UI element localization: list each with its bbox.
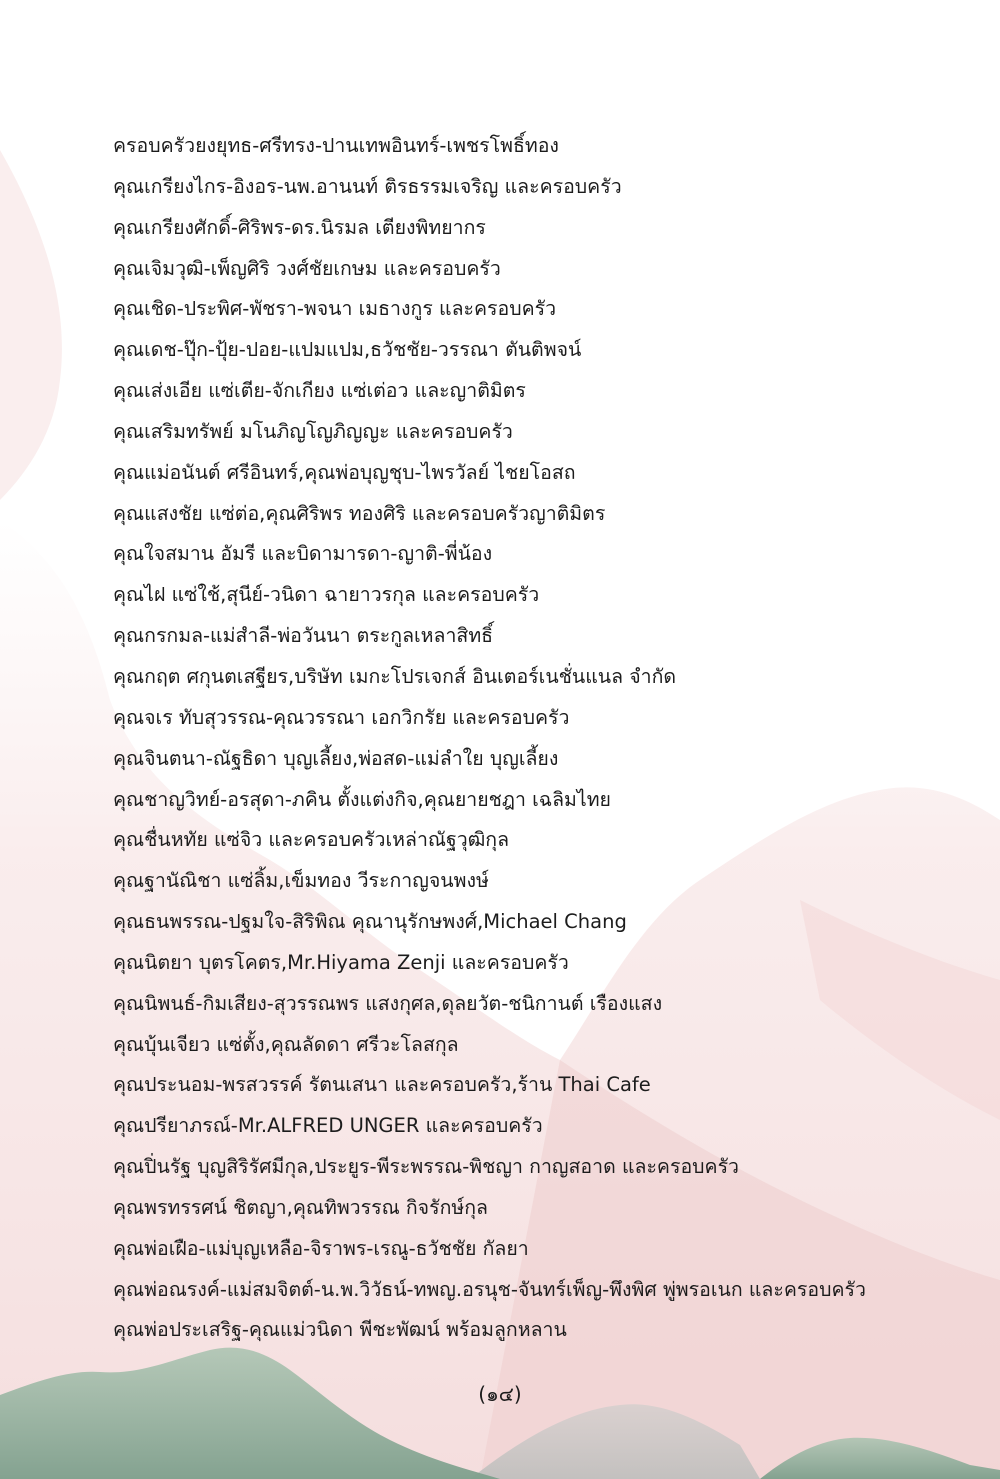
donor-line: คุณเกรียงไกร-อิงอร-นพ.อานนท์ ติรธรรมเจริญ และครอบครัว bbox=[113, 174, 622, 198]
donor-line: คุณกรกมล-แม่สำลี-พ่อวันนา ตระกูลเหลาสิทธิ์ bbox=[113, 624, 494, 648]
donor-line: คุณนิตยา บุตรโคตร,Mr.Hiyama Zenji และครอบครัว bbox=[113, 950, 569, 974]
donor-line: คุณไฝ แซ่ใช้,สุนีย์-วนิดา ฉายาวรกุล และครอบครัว bbox=[113, 583, 540, 607]
donor-line: คุณพ่อณรงค์-แม่สมจิตต์-น.พ.วิวัธน์-ทพญ.อรนุช-จันทร์เพ็ญ-พึงพิศ พู่พรอเนก และครอบครัว bbox=[113, 1277, 866, 1301]
donor-line: คุณบุ้นเจียว แซ่ตั้ง,คุณลัดดา ศรีวะโลสกุล bbox=[113, 1032, 459, 1056]
donor-line: คุณกฤต ศกุนตเสฐียร,บริษัท เมกะโปรเจกส์ อินเตอร์เนชั่นแนล จำกัด bbox=[113, 664, 677, 688]
donor-line: คุณชาญวิทย์-อรสุดา-ภคิน ตั้งแต่งกิจ,คุณยายชฎา เฉลิมไทย bbox=[113, 787, 611, 811]
donor-line: คุณแสงชัย แซ่ต่อ,คุณศิริพร ทองศิริ และครอบครัวญาติมิตร bbox=[113, 501, 606, 525]
donor-line: คุณฐานัณิชา แซ่ลิ้ม,เข็มทอง วีระกาญจนพงษ์ bbox=[113, 869, 489, 893]
donor-line: คุณเกรียงศักดิ์-ศิริพร-ดร.นิรมล เตียงพิทยากร bbox=[113, 215, 486, 239]
donor-line: คุณเดช-ปุ๊ก-ปุ้ย-ปอย-แปมแปม,ธวัชชัย-วรรณา ตันติพจน์ bbox=[113, 338, 582, 362]
donor-line: คุณปรียาภรณ์-Mr.ALFRED UNGER และครอบครัว bbox=[113, 1114, 543, 1138]
donor-line: คุณเส่งเอีย แซ่เตีย-จักเกียง แซ่เต่อว และญาติมิตร bbox=[113, 379, 526, 403]
donor-line: คุณเจิมวุฒิ-เพ็ญศิริ วงศ์ชัยเกษม และครอบครัว bbox=[113, 256, 501, 280]
donor-line: คุณจินตนา-ณัฐธิดา บุญเลี้ยง,พ่อสด-แม่ลำใย บุญเลี้ยง bbox=[113, 746, 559, 770]
donor-line: คุณนิพนธ์-กิมเสียง-สุวรรณพร แสงกุศล,ดุลยวัต-ชนิกานต์ เรืองแสง bbox=[113, 991, 663, 1015]
donor-line: คุณแม่อนันต์ ศรีอินทร์,คุณพ่อบุญชุบ-ไพรวัลย์ ไชยโอสถ bbox=[113, 460, 576, 484]
donor-line: คุณปิ่นรัฐ บุญสิริรัศมีกุล,ประยูร-พีระพรรณ-พิชญา กาญสอาด และครอบครัว bbox=[113, 1155, 740, 1179]
donor-line: คุณเสริมทรัพย์ มโนภิญโญภิญญะ และครอบครัว bbox=[113, 419, 513, 443]
donor-line: คุณพรทรรศน์ ชิตญา,คุณทิพวรรณ กิจรักษ์กุล bbox=[113, 1195, 488, 1219]
donor-line: คุณเชิด-ประพิศ-พัชรา-พจนา เมธางกูร และครอบครัว bbox=[113, 297, 557, 321]
donor-list bbox=[113, 126, 943, 1351]
donor-line: คุณประนอม-พรสวรรค์ รัตนเสนา และครอบครัว,ร้าน Thai Cafe bbox=[113, 1073, 651, 1097]
donor-line: คุณจเร ทับสุวรรณ-คุณวรรณา เอกวิกรัย และครอบครัว bbox=[113, 705, 570, 729]
donor-line: คุณใจสมาน อัมรี และบิดามารดา-ญาติ-พี่น้อง bbox=[113, 542, 493, 566]
donor-line: คุณชื่นหทัย แซ่จิว และครอบครัวเหล่าณัฐวุฒิกุล bbox=[113, 828, 510, 852]
donor-line: คุณธนพรรณ-ปฐมใจ-สิริพิณ คุณานุรักษพงศ์,Michael Chang bbox=[113, 910, 627, 934]
donor-line: คุณพ่อประเสริฐ-คุณแม่วนิดา พีชะพัฒน์ พร้อมลูกหลาน bbox=[113, 1318, 567, 1342]
page-number: (๑๔) bbox=[478, 1382, 522, 1406]
donor-line: ครอบครัวยงยุทธ-ศรีทรง-ปานเทพอินทร์-เพชรโพธิ์ทอง bbox=[113, 134, 559, 157]
donor-line: คุณพ่อเฝือ-แม่บุญเหลือ-จิราพร-เรณู-ธวัชชัย กัลยา bbox=[113, 1236, 529, 1260]
